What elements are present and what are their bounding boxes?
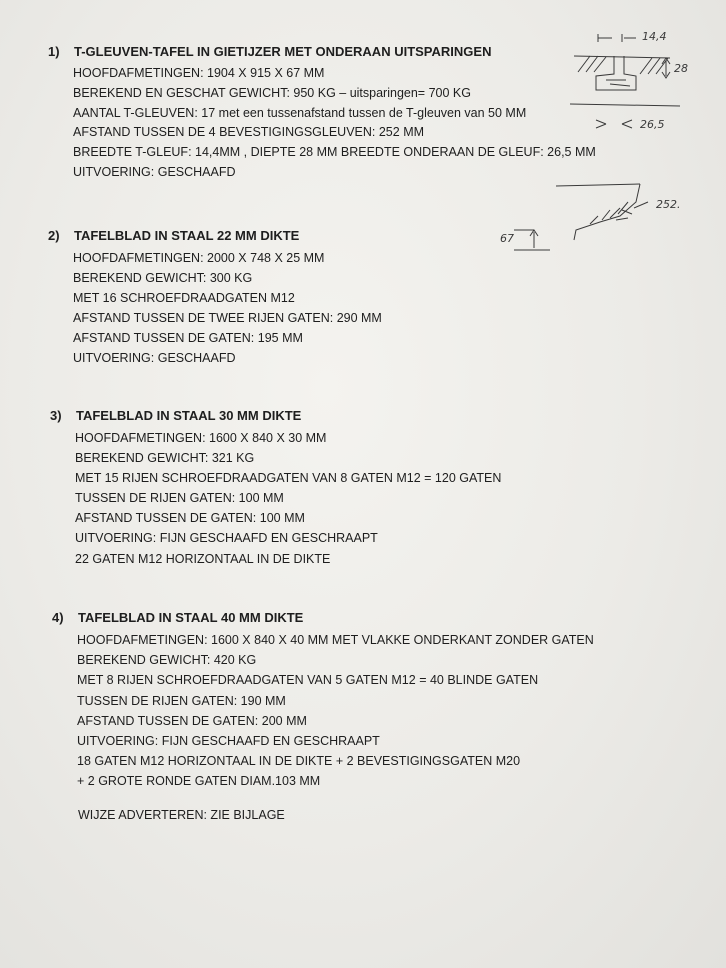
handwritten-thickness: 67: [500, 232, 514, 245]
spec-line: BEREKEND GEWICHT: 420 KG: [77, 653, 257, 668]
spec-line: AFSTAND TUSSEN DE 4 BEVESTIGINGSGLEUVEN: 252 MM: [73, 125, 425, 140]
spec-line: BEREKEND GEWICHT: 321 KG: [75, 451, 255, 466]
section-heading: T-GLEUVEN-TAFEL IN GIETIJZER MET ONDERAAN UITSPARINGEN: [74, 44, 492, 59]
handwritten-distance: 252.: [656, 198, 681, 211]
spec-line: BEREKEND GEWICHT: 300 KG: [73, 271, 253, 286]
section-heading: TAFELBLAD IN STAAL 30 MM DIKTE: [76, 408, 302, 423]
spec-line: BEREKEND EN GESCHAT GEWICHT: 950 KG – uitsparingen= 700 KG: [73, 85, 471, 100]
section-title: [48, 44, 596, 64]
spec-line: HOOFDAFMETINGEN: 1600 X 840 X 30 MM: [75, 431, 327, 445]
spec-line: MET 16 SCHROEFDRAADGATEN M12: [73, 291, 295, 306]
spec-line: HOOFDAFMETINGEN: 1904 X 915 X 67 MM: [73, 66, 325, 80]
handwritten-slot-width: 14,4: [642, 30, 667, 43]
spec-line: UITVOERING: GESCHAAFD: [73, 164, 236, 179]
spec-line: AFSTAND TUSSEN DE GATEN: 195 MM: [73, 331, 303, 346]
section-title: [50, 408, 501, 428]
section-number: 1): [48, 44, 60, 59]
spec-line: UITVOERING: FIJN GESCHAAFD EN GESCHRAAPT: [77, 733, 380, 748]
section-number: 4): [52, 610, 64, 625]
section-3: [50, 408, 501, 569]
section-lines: [73, 64, 596, 183]
spec-line: AANTAL T-GLEUVEN: 17 met een tussenafstand tussen de T-gleuven van 50 MM: [73, 105, 527, 120]
profile-sketch: [510, 180, 680, 260]
section-1: [48, 44, 596, 183]
spec-line: HOOFDAFMETINGEN: 2000 X 748 X 25 MM: [73, 251, 325, 265]
spec-line: TUSSEN DE RIJEN GATEN: 190 MM: [77, 693, 286, 708]
section-lines: [75, 428, 501, 569]
spec-line: UITVOERING: FIJN GESCHAAFD EN GESCHRAAPT: [75, 531, 378, 546]
spec-line: MET 15 RIJEN SCHROEFDRAADGATEN VAN 8 GATEN M12 = 120 GATEN: [75, 471, 502, 486]
spec-line: MET 8 RIJEN SCHROEFDRAADGATEN VAN 5 GATEN M12 = 40 BLINDE GATEN: [77, 673, 539, 688]
handwritten-slot-bottom: 26,5: [640, 118, 665, 131]
spec-line: 18 GATEN M12 HORIZONTAAL IN DE DIKTE + 2 BEVESTIGINGSGATEN M20: [77, 754, 521, 769]
spec-line: + 2 GROTE RONDE GATEN DIAM.103 MM: [77, 774, 321, 789]
section-lines: [77, 630, 594, 792]
advertising-note: WIJZE ADVERTEREN: ZIE BIJLAGE: [78, 808, 285, 822]
section-title: [52, 610, 594, 630]
spec-line: AFSTAND TUSSEN DE GATEN: 200 MM: [77, 713, 307, 728]
spec-line: 22 GATEN M12 HORIZONTAAL IN DE DIKTE: [75, 551, 331, 566]
section-lines: [73, 248, 382, 369]
spec-line: HOOFDAFMETINGEN: 1600 X 840 X 40 MM MET VLAKKE ONDERKANT ZONDER GATEN: [77, 633, 594, 647]
section-heading: TAFELBLAD IN STAAL 22 MM DIKTE: [74, 228, 300, 243]
section-number: 3): [50, 408, 62, 423]
spec-line: TUSSEN DE RIJEN GATEN: 100 MM: [75, 491, 284, 506]
section-number: 2): [48, 228, 60, 243]
handwritten-slot-depth: 28: [674, 62, 688, 75]
section-2: [48, 228, 382, 369]
spec-line: AFSTAND TUSSEN DE GATEN: 100 MM: [75, 511, 305, 526]
section-heading: TAFELBLAD IN STAAL 40 MM DIKTE: [78, 610, 304, 625]
section-4: [52, 610, 594, 792]
section-title: [48, 228, 382, 248]
spec-line: AFSTAND TUSSEN DE TWEE RIJEN GATEN: 290 MM: [73, 311, 382, 326]
spec-line: BREEDTE T-GLEUF: 14,4MM , DIEPTE 28 MM BREEDTE ONDERAAN DE GLEUF: 26,5 MM: [73, 145, 596, 160]
spec-line: UITVOERING: GESCHAAFD: [73, 351, 236, 366]
